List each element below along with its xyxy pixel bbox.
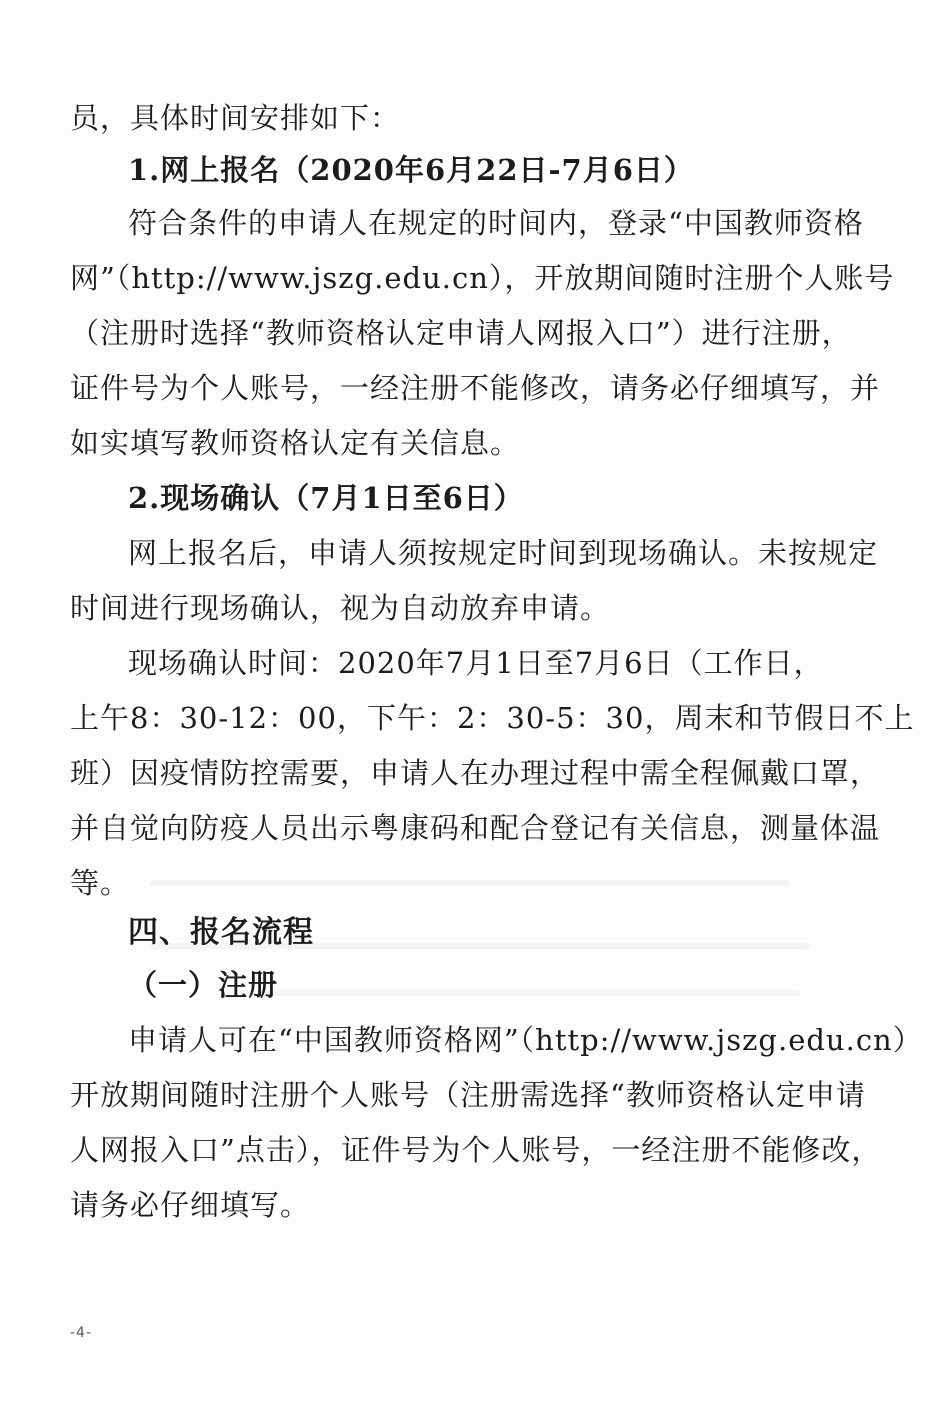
text-line-14: 并自觉向防疫人员出示粤康码和配合登记有关信息，测量体温 bbox=[70, 811, 881, 845]
text-line-20: 人网报入口”点击），证件号为个人账号，一经注册不能修改， bbox=[70, 1133, 882, 1167]
section-heading-onsite-confirmation: 2.现场确认（7月1日至6日） bbox=[128, 481, 524, 515]
text-line-21: 请务必仔细填写。 bbox=[70, 1188, 311, 1222]
text-line-5: （注册时选择“教师资格认定申请人网报入口”）进行注册， bbox=[70, 316, 852, 350]
bleed-through-mark bbox=[240, 990, 800, 996]
text-line-1: 员，具体时间安排如下： bbox=[70, 101, 401, 135]
section-heading-registration-process: 四、报名流程 bbox=[128, 915, 314, 950]
text-line-12: 上午8：30-12：00，下午：2：30-5：30，周末和节假日不上 bbox=[70, 701, 915, 735]
text-line-15: 等。 bbox=[70, 866, 131, 900]
section-heading-online-registration: 1.网上报名（2020年6月22日-7月6日） bbox=[128, 153, 694, 187]
text-line-13: 班）因疫情防控需要，申请人在办理过程中需全程佩戴口罩， bbox=[70, 756, 881, 790]
text-line-19: 开放期间随时注册个人账号（注册需选择“教师资格认定申请 bbox=[70, 1078, 866, 1112]
text-line-9: 网上报名后，申请人须按规定时间到现场确认。未按规定 bbox=[128, 536, 879, 570]
text-line-6: 证件号为个人账号，一经注册不能修改，请务必仔细填写，并 bbox=[70, 371, 881, 405]
text-line-3: 符合条件的申请人在规定的时间内，登录“中国教师资格 bbox=[128, 206, 864, 240]
text-line-7: 如实填写教师资格认定有关信息。 bbox=[70, 426, 521, 460]
text-line-4: 网”（http://www.jszg.edu.cn），开放期间随时注册个人账号 bbox=[70, 261, 895, 295]
page-number: -4- bbox=[70, 1325, 93, 1341]
text-line-11: 现场确认时间：2020年7月1日至7月6日（工作日， bbox=[128, 646, 824, 680]
bleed-through-mark bbox=[150, 880, 790, 886]
text-line-10: 时间进行现场确认，视为自动放弃申请。 bbox=[70, 591, 611, 625]
subsection-heading-register: （一）注册 bbox=[128, 968, 279, 1002]
text-line-18: 申请人可在“中国教师资格网”（http://www.jszg.edu.cn） bbox=[128, 1023, 923, 1057]
